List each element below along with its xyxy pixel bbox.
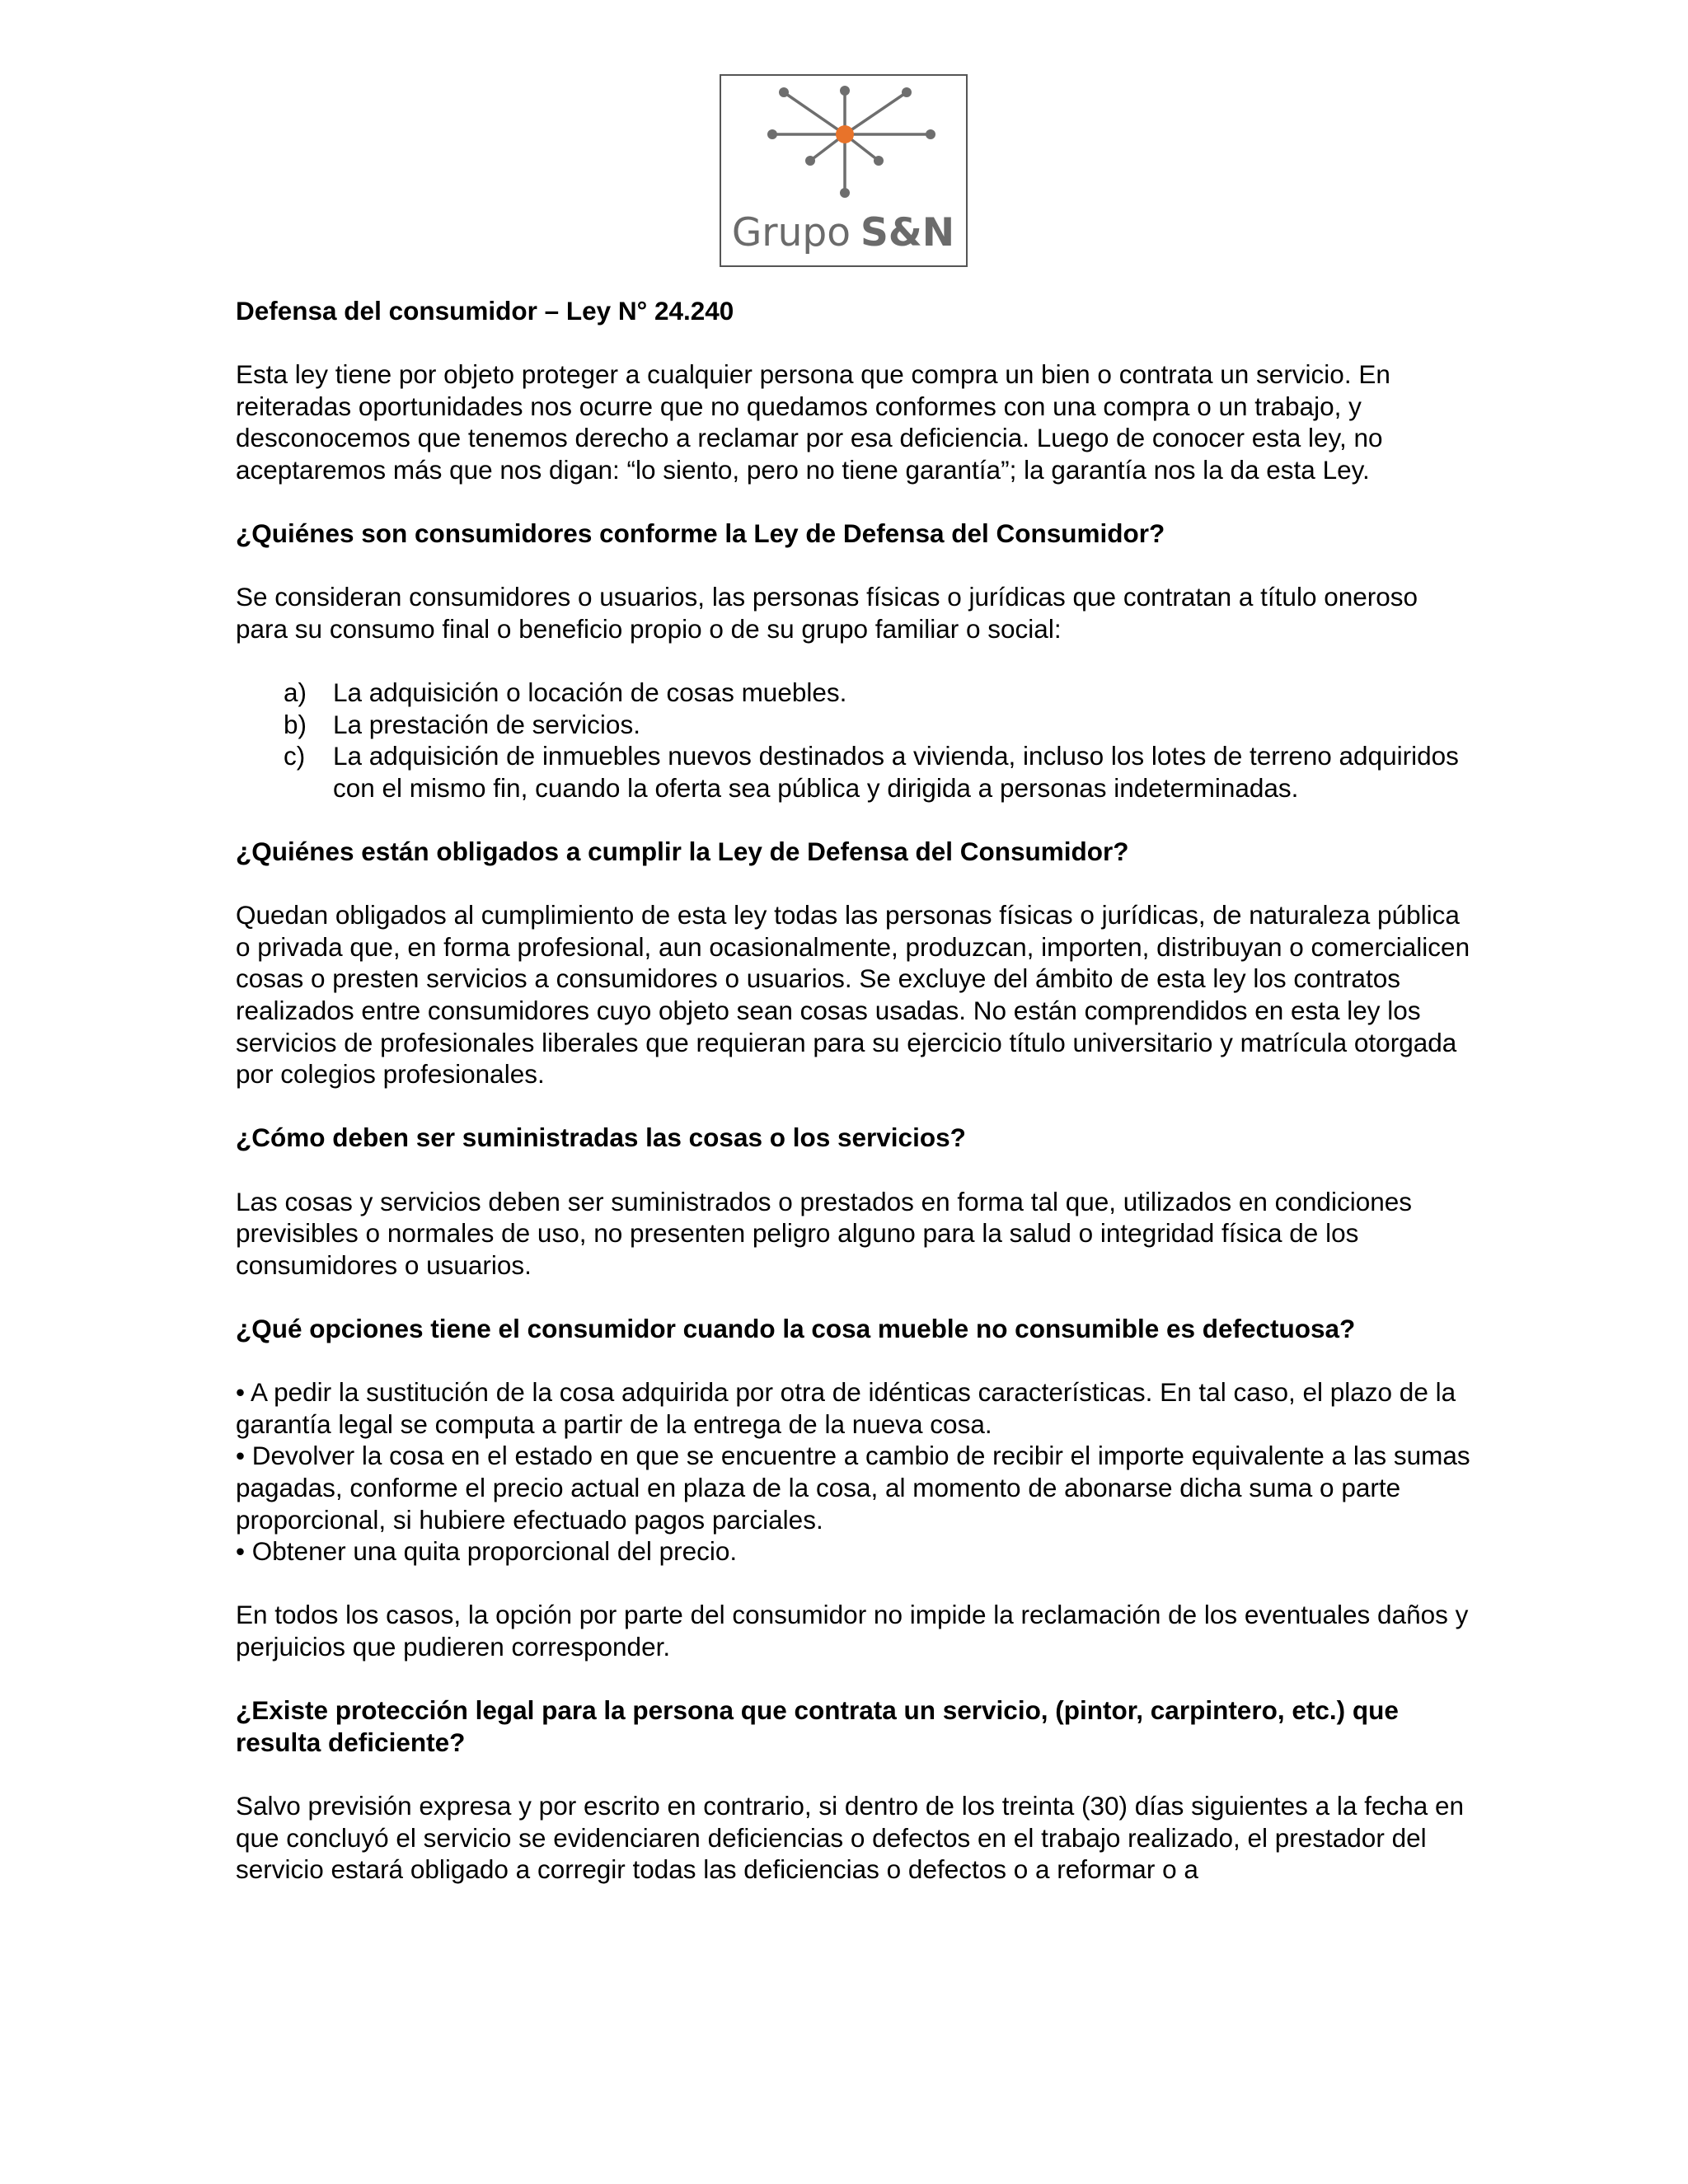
list-marker: a) <box>284 677 307 708</box>
document-body <box>236 295 1472 1917</box>
section-body-supply: Las cosas y servicios deben ser suministrados o prestados en forma tal que, utilizados en condiciones previsibles o normales de uso, no presenten peligro alguno para la salud o integridad física de los consumidores o usuarios. <box>236 1186 1413 1280</box>
consumer-list <box>236 677 1472 804</box>
list-item-text: La adquisición de inmuebles nuevos destinados a vivienda, incluso los lotes de terreno adquiridos con el mismo fin, cuando la oferta sea pública y dirigida a personas indeterminadas. <box>333 741 1459 803</box>
list-item-text: La adquisición o locación de cosas muebles. <box>333 677 847 708</box>
section-body-services: Salvo previsión expresa y por escrito en contrario, si dentro de los treinta (30) días siguientes a la fecha en que concluyó el servicio se evidenciaren deficiencias o defectos en el trabajo realizado, el prestador del servicio estará obligado a corregir todas las deficiencias o defectos o a reformar o a <box>236 1790 1465 1885</box>
list-item-text: La prestación de servicios. <box>333 709 640 739</box>
bullet-item: • Devolver la cosa en el estado en que se encuentre a cambio de recibir el importe equivalente a las sumas pagadas, conforme el precio actual en plaza de la cosa, al momento de abonarse dicha suma o parte proporcional, si hubiere efectuado pagos parciales. <box>236 1441 1470 1535</box>
company-logo <box>720 74 968 267</box>
list-item <box>236 740 1472 804</box>
section-heading-options: ¿Qué opciones tiene el consumidor cuando la cosa mueble no consumible es defectuosa? <box>236 1314 1356 1343</box>
logo-text-light: Grupo <box>731 210 851 255</box>
list-item <box>236 709 1472 741</box>
svg-text:GrupoS&N <box>732 210 954 255</box>
section-heading-consumers: ¿Quiénes son consumidores conforme la Ley de Defensa del Consumidor? <box>236 518 1165 549</box>
intro-paragraph: Esta ley tiene por objeto proteger a cualquier persona que compra un bien o contrata un servicio. En reiteradas oportunidades nos ocurre que no quedamos conformes con una compra o un trabajo, y desconocemos que tenemos derecho a reclamar por esa deficiencia. Luego de conocer esta ley, no aceptaremos más que nos digan: “lo siento, pero no tiene garantía”; la garantía nos la da esta Ley. <box>236 359 1390 485</box>
document-title: Defensa del consumidor – Ley N° 24.240 <box>236 296 734 326</box>
options-bullet-list <box>236 1376 1472 1568</box>
section-heading-supply: ¿Cómo deben ser suministradas las cosas o los servicios? <box>236 1122 966 1153</box>
bullet-item: • Obtener una quita proporcional del precio. <box>236 1536 738 1567</box>
section-heading-obligated: ¿Quiénes están obligados a cumplir la Ley de Defensa del Consumidor? <box>236 837 1129 867</box>
network-star-icon <box>721 76 966 265</box>
logo-text-bold: S&N <box>860 210 955 255</box>
list-marker: b) <box>284 709 307 739</box>
section-heading-services: ¿Existe protección legal para la persona que contrata un servicio, (pintor, carpintero, etc.) que resulta deficiente? <box>236 1695 1399 1757</box>
section-closing-options: En todos los casos, la opción por parte del consumidor no impide la reclamación de los eventuales daños y perjuicios que pudieren corresponder. <box>236 1600 1469 1661</box>
section-body-consumers: Se consideran consumidores o usuarios, las personas físicas o jurídicas que contratan a título oneroso para su consumo final o beneficio propio o de su grupo familiar o social: <box>236 582 1418 644</box>
list-item <box>236 677 1472 709</box>
list-marker: c) <box>284 741 306 771</box>
section-body-obligated: Quedan obligados al cumplimiento de esta ley todas las personas físicas o jurídicas, de naturaleza pública o privada que, en forma profesional, aun ocasionalmente, produzcan, importen, distribuyan o comercialicen cosas o presten servicios a consumidores o usuarios. Se excluye del ámbito de esta ley los contratos realizados entre consumidores cuyo objeto sean cosas usadas. No están comprendidos en esta ley los servicios de profesionales liberales que requieran para su ejercicio título universitario y matrícula otorgada por colegios profesionales. <box>236 900 1470 1090</box>
bullet-item: • A pedir la sustitución de la cosa adquirida por otra de idénticas características. En tal caso, el plazo de la garantía legal se computa a partir de la entrega de la nueva cosa. <box>236 1377 1456 1439</box>
